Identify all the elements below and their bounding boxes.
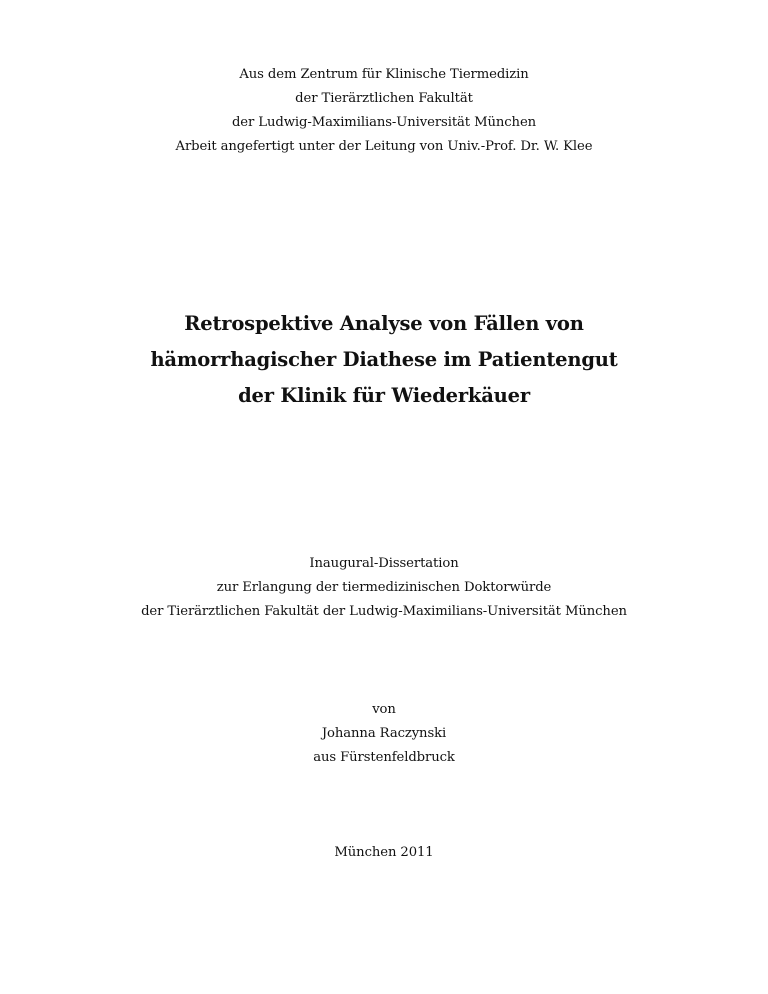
author-origin: aus Fürstenfeldbruck: [313, 750, 455, 765]
title-line-1: Retrospektive Analyse von Fällen von: [184, 312, 584, 335]
faculty-line: der Tierärztlichen Fakultät der Ludwig-Maximilians-Universität München: [141, 604, 627, 619]
place-date: München 2011: [334, 845, 434, 860]
degree-purpose: zur Erlangung der tiermedizinischen Doktorwürde: [216, 580, 552, 595]
institution-header: [0, 63, 768, 159]
von-label: von: [372, 702, 396, 717]
title-line-2: hämorrhagischer Diathese im Patientengut: [150, 348, 618, 371]
supervisor-line: Arbeit angefertigt unter der Leitung von Univ.-Prof. Dr. W. Klee: [175, 139, 593, 154]
institution-line-1: Aus dem Zentrum für Klinische Tiermedizin: [239, 67, 529, 82]
author-info: [0, 698, 768, 770]
institution-line-2: der Tierärztlichen Fakultät: [295, 91, 473, 106]
place-and-year: [0, 841, 768, 865]
title-line-3: der Klinik für Wiederkäuer: [238, 384, 530, 407]
dissertation-title: [0, 306, 768, 414]
dissertation-type: Inaugural-Dissertation: [309, 556, 459, 571]
institution-line-3: der Ludwig-Maximilians-Universität München: [231, 115, 537, 130]
author-name: Johanna Raczynski: [321, 726, 447, 741]
dissertation-statement: [0, 552, 768, 624]
